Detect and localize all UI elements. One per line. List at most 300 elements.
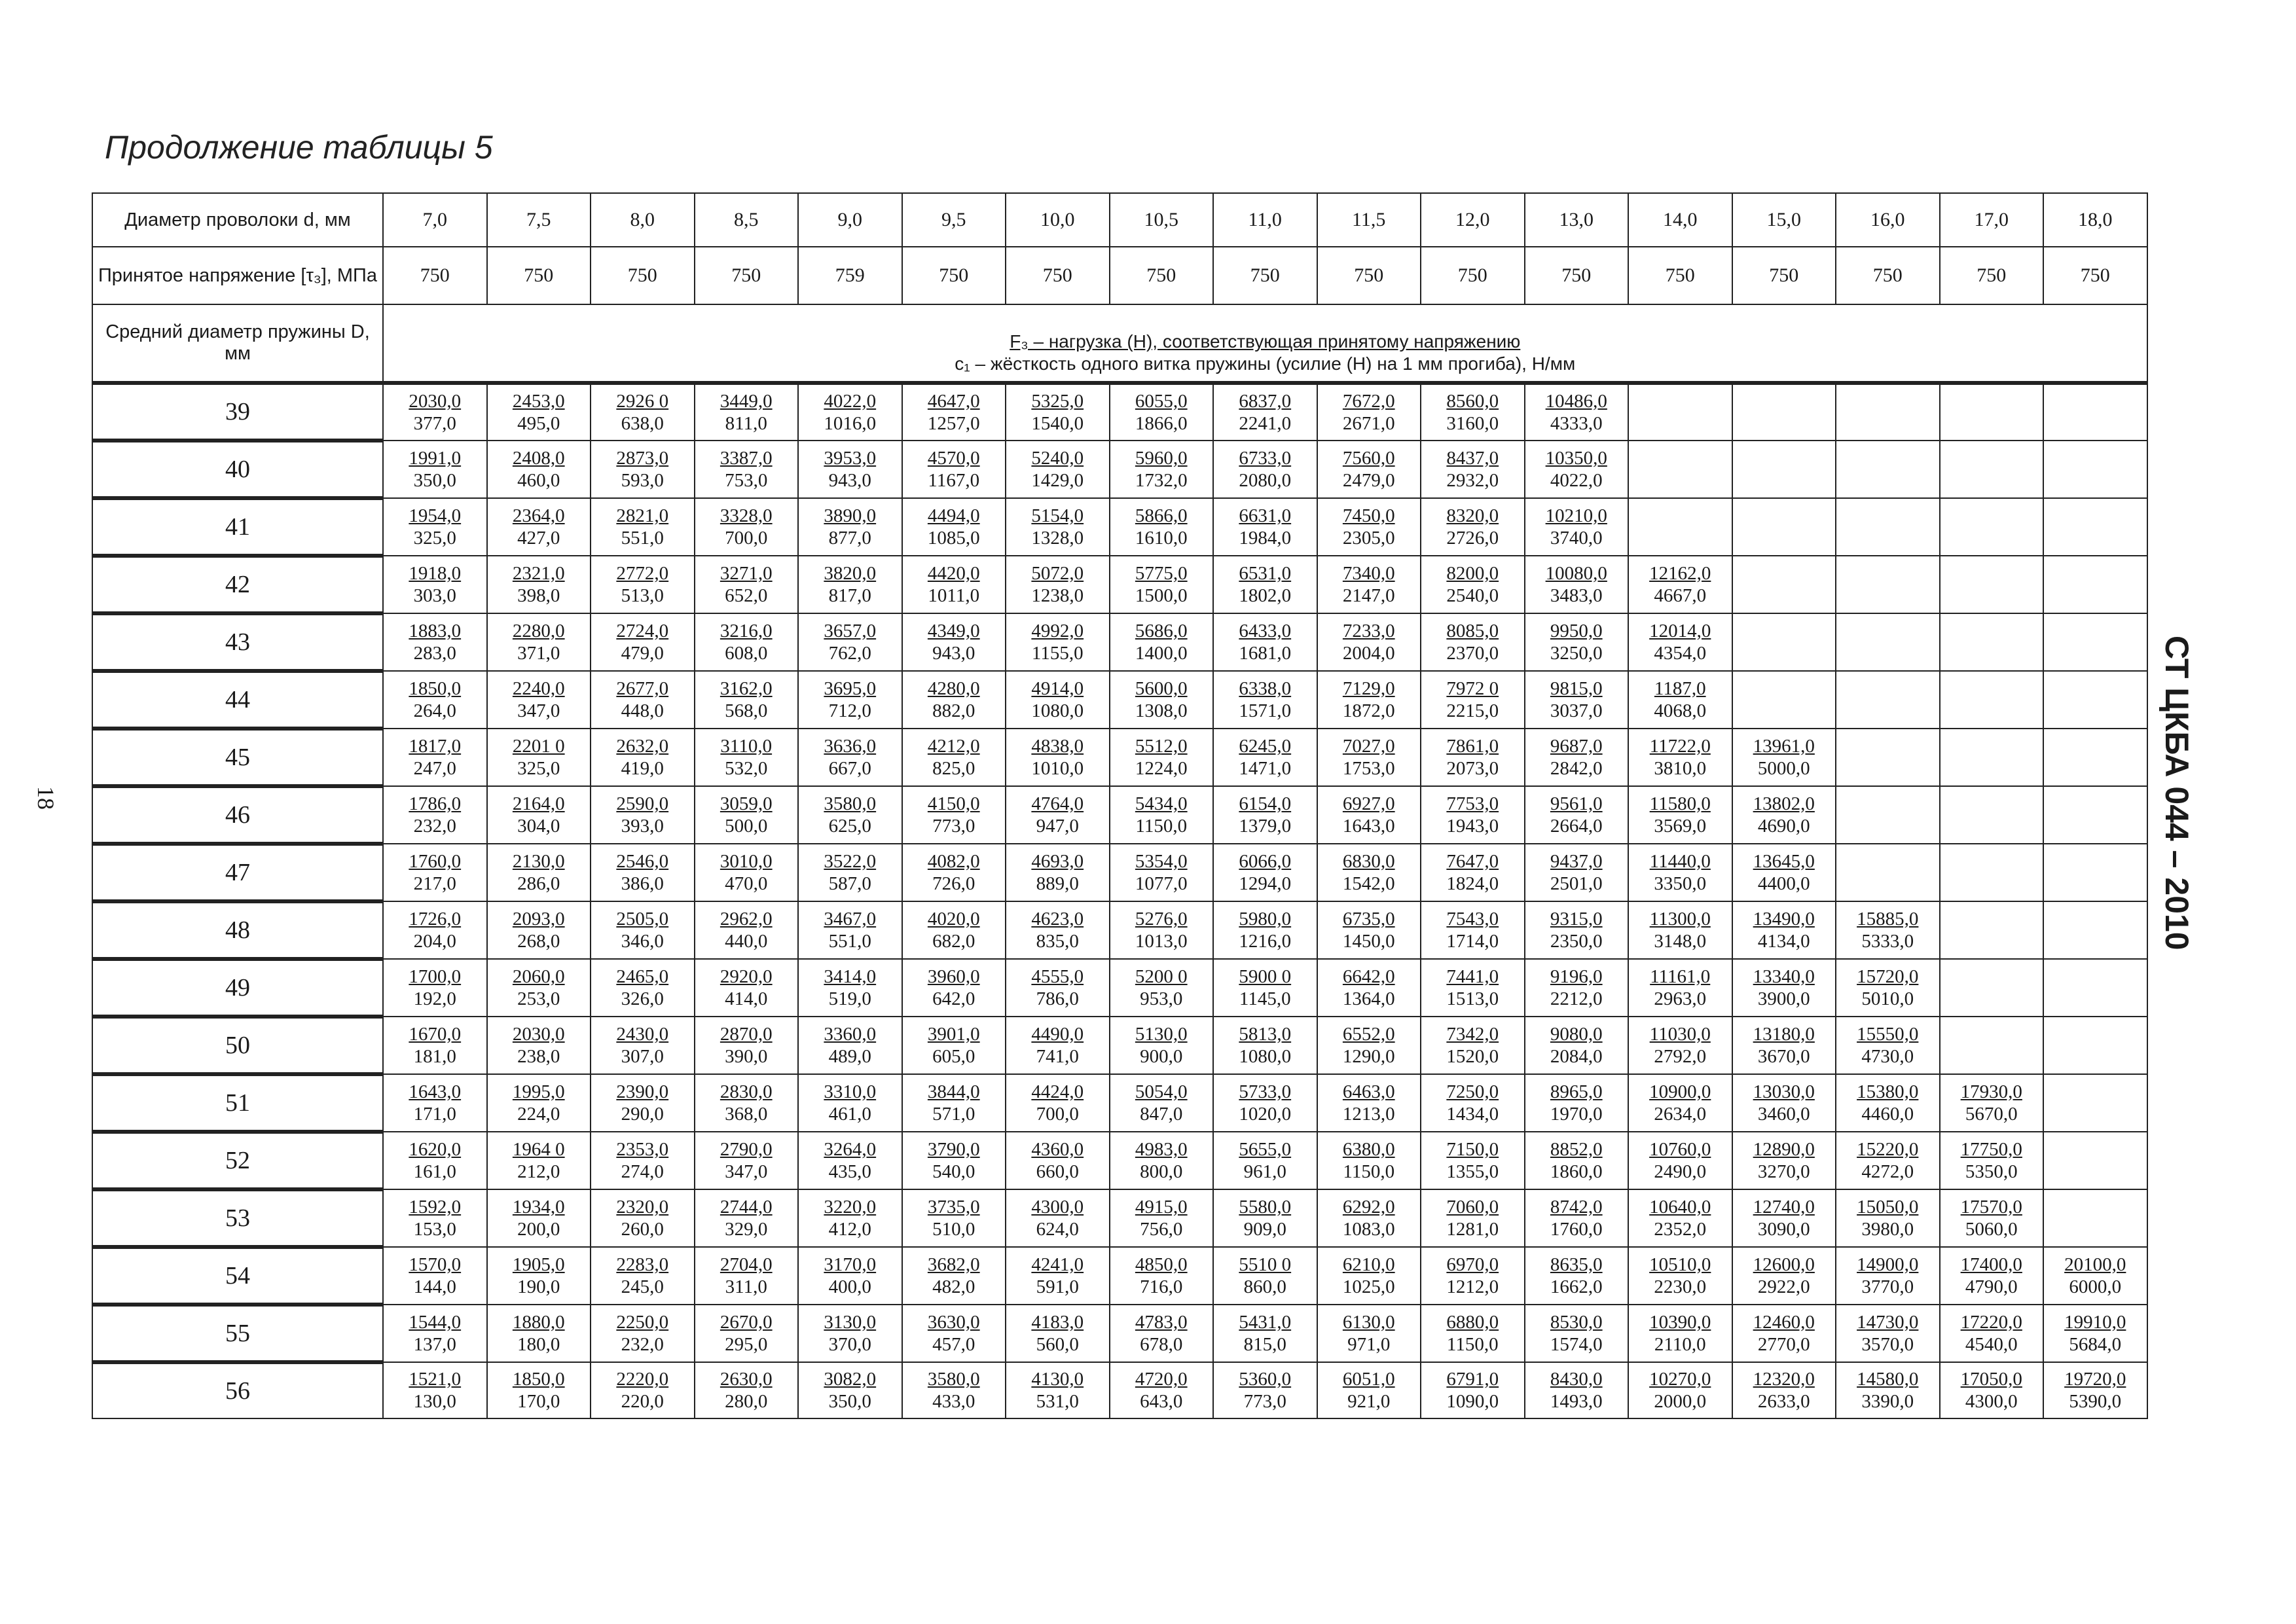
stiffness-value: 2350,0: [1550, 931, 1603, 952]
load-stiffness-cell: [1213, 901, 1317, 959]
stiffness-value: 1574,0: [1550, 1334, 1603, 1355]
load-value: 2821,0: [616, 505, 669, 526]
stiffness-value: 386,0: [621, 873, 664, 894]
load-value: 7647,0: [1446, 851, 1499, 872]
load-stiffness-cell: [1732, 556, 1836, 613]
load-stiffness-cell: [798, 786, 902, 844]
load-stiffness-cell: [1940, 1132, 2044, 1189]
load-stiffness-cell: [1836, 1189, 1940, 1247]
load-stiffness-cell: [1525, 556, 1629, 613]
load-value: 3310,0: [824, 1081, 877, 1102]
load-stiffness-cell: [902, 1362, 1006, 1418]
load-stiffness-cell: [487, 901, 591, 959]
mean-diameter-value: 52: [92, 1132, 383, 1189]
load-value: 2201 0: [512, 736, 565, 757]
load-stiffness-cell: [1940, 1189, 2044, 1247]
stiffness-value: 245,0: [621, 1276, 664, 1297]
load-value: 11440,0: [1649, 851, 1711, 872]
table-row: [92, 671, 2147, 729]
stiffness-value: 1294,0: [1239, 873, 1292, 894]
stiffness-value: 2147,0: [1342, 585, 1395, 606]
mean-diameter-value: 51: [92, 1074, 383, 1132]
load-stiffness-cell: [2043, 613, 2147, 671]
load-stiffness-cell: [902, 556, 1006, 613]
load-value: 5866,0: [1135, 505, 1188, 526]
stiffness-value: 3770,0: [1861, 1276, 1914, 1297]
load-stiffness-cell: [1006, 498, 1110, 556]
stiffness-value: 756,0: [1140, 1219, 1183, 1240]
load-value: 3580,0: [927, 1369, 980, 1390]
load-stiffness-cell: [1525, 671, 1629, 729]
load-stiffness-cell: [1317, 1247, 1421, 1305]
stiffness-value: 519,0: [828, 988, 871, 1009]
stiffness-value: 2634,0: [1654, 1104, 1707, 1125]
wire-diameter-value: 9,5: [902, 193, 1006, 247]
stiffness-value: 943,0: [828, 470, 871, 491]
load-stiffness-cell: [1317, 1074, 1421, 1132]
stiffness-value: 2000,0: [1654, 1391, 1707, 1412]
load-value: 1964 0: [512, 1139, 565, 1160]
load-value: 13645,0: [1753, 851, 1815, 872]
load-stiffness-cell: [798, 441, 902, 498]
load-value: 3216,0: [720, 621, 773, 641]
load-value: 4623,0: [1031, 909, 1084, 929]
load-value: 12890,0: [1753, 1139, 1815, 1160]
load-value: 6433,0: [1239, 621, 1292, 641]
load-value: 19910,0: [2064, 1312, 2126, 1333]
stiffness-value: 398,0: [517, 585, 560, 606]
stiffness-value: 495,0: [517, 413, 560, 434]
load-stiffness-cell: [1006, 556, 1110, 613]
legend-load: F₃ – нагрузка (Н), соответствующая принятому напряжению: [1010, 331, 1521, 352]
load-stiffness-cell: [1213, 1017, 1317, 1074]
stress-value: 750: [1732, 247, 1836, 304]
stiffness-value: 440,0: [725, 931, 768, 952]
mean-diameter-value: 50: [92, 1017, 383, 1074]
stiffness-value: 482,0: [932, 1276, 975, 1297]
load-stiffness-cell: [1628, 1247, 1732, 1305]
wire-diameter-value: 9,0: [798, 193, 902, 247]
stress-value: 750: [1110, 247, 1214, 304]
load-value: 1918,0: [409, 563, 462, 584]
stiffness-value: 667,0: [828, 758, 871, 779]
stiffness-value: 212,0: [517, 1161, 560, 1182]
load-value: 4349,0: [927, 621, 980, 641]
stiffness-value: 551,0: [621, 528, 664, 549]
stiffness-value: 5390,0: [2069, 1391, 2122, 1412]
stiffness-value: 1400,0: [1135, 643, 1188, 664]
load-stiffness-cell: [1317, 729, 1421, 786]
stress-row: [92, 247, 2147, 304]
stiffness-value: 3570,0: [1861, 1334, 1914, 1355]
stress-value: 750: [1421, 247, 1525, 304]
stress-value: 750: [1836, 247, 1940, 304]
load-stiffness-cell: [695, 1017, 799, 1074]
stiffness-value: 5000,0: [1757, 758, 1810, 779]
mean-diameter-value: 43: [92, 613, 383, 671]
load-stiffness-cell: [1110, 729, 1214, 786]
load-stiffness-cell: [383, 729, 487, 786]
stiffness-value: 961,0: [1243, 1161, 1286, 1182]
stiffness-value: 264,0: [413, 700, 456, 721]
load-value: 3271,0: [720, 563, 773, 584]
load-value: 4783,0: [1135, 1312, 1188, 1333]
load-stiffness-cell: [1006, 383, 1110, 441]
stiffness-value: 6000,0: [2069, 1276, 2122, 1297]
load-stiffness-cell: [1525, 441, 1629, 498]
load-stiffness-cell: [1213, 729, 1317, 786]
stiffness-value: 608,0: [725, 643, 768, 664]
load-stiffness-cell: [1628, 1189, 1732, 1247]
load-stiffness-cell: [695, 844, 799, 901]
load-value: 3735,0: [927, 1197, 980, 1218]
load-stiffness-cell: [1732, 729, 1836, 786]
load-value: 5200 0: [1135, 966, 1188, 987]
load-stiffness-cell: [1836, 844, 1940, 901]
stiffness-value: 1355,0: [1446, 1161, 1499, 1182]
load-value: 5510 0: [1239, 1254, 1292, 1275]
stiffness-value: 1257,0: [927, 413, 980, 434]
load-value: 5354,0: [1135, 851, 1188, 872]
stiffness-value: 4354,0: [1654, 643, 1707, 664]
stiffness-value: 3390,0: [1861, 1391, 1914, 1412]
load-value: 2283,0: [616, 1254, 669, 1275]
load-value: 3170,0: [824, 1254, 877, 1275]
stiffness-value: 847,0: [1140, 1104, 1183, 1125]
load-stiffness-cell: [1006, 1362, 1110, 1418]
load-value: 3960,0: [927, 966, 980, 987]
load-value: 2590,0: [616, 793, 669, 814]
load-stiffness-cell: [1940, 1074, 2044, 1132]
stress-value: 759: [798, 247, 902, 304]
load-value: 7060,0: [1446, 1197, 1499, 1218]
load-value: 10350,0: [1545, 448, 1607, 469]
load-value: 2430,0: [616, 1024, 669, 1045]
stiffness-value: 1760,0: [1550, 1219, 1603, 1240]
stiffness-value: 295,0: [725, 1334, 768, 1355]
load-value: 2830,0: [720, 1081, 773, 1102]
stiffness-value: 2080,0: [1239, 470, 1292, 491]
load-stiffness-cell: [2043, 959, 2147, 1017]
stress-value: 750: [383, 247, 487, 304]
stiffness-value: 419,0: [621, 758, 664, 779]
stiffness-value: 390,0: [725, 1046, 768, 1067]
load-stiffness-cell: [1940, 1017, 2044, 1074]
document-code: СТ ЦКБА 044 – 2010: [2159, 636, 2195, 950]
load-stiffness-cell: [1732, 1362, 1836, 1418]
stiffness-value: 1824,0: [1446, 873, 1499, 894]
stiffness-value: 1213,0: [1342, 1104, 1395, 1125]
load-stiffness-cell: [1421, 1074, 1525, 1132]
load-value: 6130,0: [1342, 1312, 1395, 1333]
stiffness-value: 3980,0: [1861, 1219, 1914, 1240]
load-value: 6970,0: [1446, 1254, 1499, 1275]
load-value: 10900,0: [1649, 1081, 1711, 1102]
load-value: 7753,0: [1446, 793, 1499, 814]
load-stiffness-cell: [695, 1189, 799, 1247]
stiffness-value: 2004,0: [1342, 643, 1395, 664]
load-stiffness-cell: [798, 1017, 902, 1074]
stiffness-value: 350,0: [828, 1391, 871, 1412]
stress-value: 750: [591, 247, 695, 304]
stiffness-value: 347,0: [725, 1161, 768, 1182]
load-stiffness-cell: [1628, 441, 1732, 498]
load-stiffness-cell: [1213, 1074, 1317, 1132]
stiffness-value: 560,0: [1036, 1334, 1079, 1355]
table-row: [92, 1132, 2147, 1189]
load-stiffness-cell: [591, 383, 695, 441]
stiffness-value: 947,0: [1036, 816, 1079, 837]
wire-diameter-value: 7,0: [383, 193, 487, 247]
load-stiffness-cell: [1421, 441, 1525, 498]
load-stiffness-cell: [487, 1305, 591, 1362]
load-stiffness-cell: [1421, 383, 1525, 441]
wire-diameter-value: 18,0: [2043, 193, 2147, 247]
load-stiffness-cell: [1525, 383, 1629, 441]
stiffness-value: 1493,0: [1550, 1391, 1603, 1412]
load-stiffness-cell: [798, 1132, 902, 1189]
load-value: 3682,0: [927, 1254, 980, 1275]
stiffness-value: 3483,0: [1550, 585, 1603, 606]
load-value: 7861,0: [1446, 736, 1499, 757]
stiffness-value: 587,0: [828, 873, 871, 894]
load-stiffness-cell: [1317, 1305, 1421, 1362]
load-stiffness-cell: [1525, 1305, 1629, 1362]
load-stiffness-cell: [902, 613, 1006, 671]
load-stiffness-cell: [1836, 1247, 1940, 1305]
load-stiffness-cell: [1317, 959, 1421, 1017]
stiffness-value: 753,0: [725, 470, 768, 491]
load-stiffness-cell: [695, 556, 799, 613]
load-stiffness-cell: [383, 498, 487, 556]
load-stiffness-cell: [695, 786, 799, 844]
load-value: 3414,0: [824, 966, 877, 987]
load-stiffness-cell: [383, 1017, 487, 1074]
load-value: 14730,0: [1857, 1312, 1919, 1333]
load-value: 2920,0: [720, 966, 773, 987]
load-stiffness-cell: [1628, 1074, 1732, 1132]
stiffness-value: 1083,0: [1342, 1219, 1395, 1240]
load-value: 2772,0: [616, 563, 669, 584]
load-stiffness-cell: [1940, 1305, 2044, 1362]
load-stiffness-cell: [1421, 844, 1525, 901]
load-value: 6463,0: [1342, 1081, 1395, 1102]
load-stiffness-cell: [2043, 901, 2147, 959]
load-value: 1544,0: [409, 1312, 462, 1333]
load-value: 7441,0: [1446, 966, 1499, 987]
load-stiffness-cell: [695, 1132, 799, 1189]
load-value: 17400,0: [1960, 1254, 2022, 1275]
load-stiffness-cell: [798, 901, 902, 959]
load-value: 2093,0: [512, 909, 565, 929]
load-value: 1570,0: [409, 1254, 462, 1275]
stiffness-value: 882,0: [932, 700, 975, 721]
load-stiffness-cell: [1628, 959, 1732, 1017]
stiffness-value: 1085,0: [927, 528, 980, 549]
stress-value: 750: [2043, 247, 2147, 304]
stiffness-value: 2671,0: [1342, 413, 1395, 434]
wire-diameter-value: 10,0: [1006, 193, 1110, 247]
load-stiffness-cell: [798, 1189, 902, 1247]
load-stiffness-cell: [695, 498, 799, 556]
load-stiffness-cell: [1628, 729, 1732, 786]
load-value: 6210,0: [1342, 1254, 1395, 1275]
load-value: 13490,0: [1753, 909, 1815, 929]
load-stiffness-cell: [1836, 1074, 1940, 1132]
load-value: 2030,0: [512, 1024, 565, 1045]
stiffness-value: 571,0: [932, 1104, 975, 1125]
load-value: 1817,0: [409, 736, 462, 757]
load-stiffness-cell: [591, 1362, 695, 1418]
load-value: 3328,0: [720, 505, 773, 526]
load-stiffness-cell: [1940, 1362, 2044, 1418]
load-stiffness-cell: [902, 844, 1006, 901]
load-stiffness-cell: [902, 786, 1006, 844]
load-value: 17750,0: [1960, 1139, 2022, 1160]
load-stiffness-cell: [1213, 556, 1317, 613]
load-stiffness-cell: [2043, 729, 2147, 786]
load-stiffness-cell: [383, 901, 487, 959]
load-value: 4915,0: [1135, 1197, 1188, 1218]
load-stiffness-cell: [1110, 441, 1214, 498]
load-stiffness-cell: [1317, 1362, 1421, 1418]
load-stiffness-cell: [1836, 383, 1940, 441]
load-value: 5686,0: [1135, 621, 1188, 641]
load-value: 2873,0: [616, 448, 669, 469]
load-value: 3695,0: [824, 678, 877, 699]
load-value: 17050,0: [1960, 1369, 2022, 1390]
stiffness-value: 2230,0: [1654, 1276, 1707, 1297]
table-row: [92, 556, 2147, 613]
stiffness-value: 1542,0: [1342, 873, 1395, 894]
load-value: 7340,0: [1342, 563, 1395, 584]
load-stiffness-cell: [487, 556, 591, 613]
load-stiffness-cell: [1421, 613, 1525, 671]
load-value: 2321,0: [512, 563, 565, 584]
wire-diameter-value: 7,5: [487, 193, 591, 247]
load-value: 3820,0: [824, 563, 877, 584]
load-value: 7560,0: [1342, 448, 1395, 469]
stiffness-value: 3350,0: [1654, 873, 1707, 894]
load-stiffness-cell: [1006, 1017, 1110, 1074]
stiffness-value: 2479,0: [1342, 470, 1395, 491]
load-stiffness-cell: [1732, 1132, 1836, 1189]
load-stiffness-cell: [695, 613, 799, 671]
load-value: 19720,0: [2064, 1369, 2126, 1390]
mean-diameter-value: 46: [92, 786, 383, 844]
load-stiffness-cell: [591, 1074, 695, 1132]
load-stiffness-cell: [591, 556, 695, 613]
load-value: 7150,0: [1446, 1139, 1499, 1160]
load-value: 5980,0: [1239, 909, 1292, 929]
stiffness-value: 448,0: [621, 700, 664, 721]
load-stiffness-cell: [487, 613, 591, 671]
load-value: 9950,0: [1550, 621, 1603, 641]
stiffness-value: 130,0: [413, 1391, 456, 1412]
load-stiffness-cell: [487, 1074, 591, 1132]
stiffness-value: 1216,0: [1239, 931, 1292, 952]
load-stiffness-cell: [1421, 1132, 1525, 1189]
stiffness-value: 2922,0: [1757, 1276, 1810, 1297]
load-stiffness-cell: [487, 671, 591, 729]
load-value: 15380,0: [1857, 1081, 1919, 1102]
mean-diameter-label: Средний диаметр пружины D, мм: [92, 304, 383, 383]
stiffness-value: 457,0: [932, 1334, 975, 1355]
load-stiffness-cell: [487, 1362, 591, 1418]
stiffness-value: 1155,0: [1031, 643, 1084, 664]
load-value: 15885,0: [1857, 909, 1919, 929]
load-stiffness-cell: [487, 441, 591, 498]
load-stiffness-cell: [1110, 613, 1214, 671]
load-value: 3580,0: [824, 793, 877, 814]
stress-value: 750: [695, 247, 799, 304]
load-stiffness-cell: [1940, 441, 2044, 498]
load-stiffness-cell: [591, 786, 695, 844]
stiffness-value: 5060,0: [1965, 1219, 2018, 1240]
stiffness-value: 1150,0: [1135, 816, 1188, 837]
stiffness-value: 461,0: [828, 1104, 871, 1125]
wire-diameter-value: 17,0: [1940, 193, 2044, 247]
stiffness-value: 3160,0: [1446, 413, 1499, 434]
load-stiffness-cell: [591, 671, 695, 729]
load-stiffness-cell: [1940, 959, 2044, 1017]
stiffness-value: 2842,0: [1550, 758, 1603, 779]
stiffness-value: 510,0: [932, 1219, 975, 1240]
table-row: [92, 613, 2147, 671]
load-stiffness-cell: [695, 671, 799, 729]
stiffness-value: 479,0: [621, 643, 664, 664]
stiffness-value: 1610,0: [1135, 528, 1188, 549]
mean-diameter-value: 40: [92, 441, 383, 498]
stiffness-value: 2370,0: [1446, 643, 1499, 664]
load-value: 1954,0: [409, 505, 462, 526]
stiffness-value: 4400,0: [1757, 873, 1810, 894]
load-stiffness-cell: [1006, 959, 1110, 1017]
load-value: 6735,0: [1342, 909, 1395, 929]
stiffness-value: 1732,0: [1135, 470, 1188, 491]
load-value: 17930,0: [1960, 1081, 2022, 1102]
load-value: 9815,0: [1550, 678, 1603, 699]
load-stiffness-cell: [1628, 671, 1732, 729]
stiffness-value: 3270,0: [1757, 1161, 1810, 1182]
load-value: 5580,0: [1239, 1197, 1292, 1218]
load-value: 2280,0: [512, 621, 565, 641]
load-value: 12320,0: [1753, 1369, 1815, 1390]
load-value: 1187,0: [1654, 678, 1706, 699]
load-stiffness-cell: [1836, 1132, 1940, 1189]
stiffness-value: 200,0: [517, 1219, 560, 1240]
load-value: 3264,0: [824, 1139, 877, 1160]
load-stiffness-cell: [1110, 671, 1214, 729]
load-value: 6927,0: [1342, 793, 1395, 814]
load-value: 10486,0: [1545, 391, 1607, 412]
load-value: 3901,0: [927, 1024, 980, 1045]
load-stiffness-cell: [1628, 1017, 1732, 1074]
stiffness-value: 290,0: [621, 1104, 664, 1125]
load-stiffness-cell: [1110, 1305, 1214, 1362]
load-value: 8085,0: [1446, 621, 1499, 641]
load-stiffness-cell: [1213, 1132, 1317, 1189]
load-stiffness-cell: [902, 1074, 1006, 1132]
load-value: 6830,0: [1342, 851, 1395, 872]
stiffness-value: 2963,0: [1654, 988, 1707, 1009]
load-value: 2130,0: [512, 851, 565, 872]
stiffness-value: 1662,0: [1550, 1276, 1603, 1297]
table-row: [92, 729, 2147, 786]
load-stiffness-cell: [1732, 671, 1836, 729]
stiffness-value: 329,0: [725, 1219, 768, 1240]
stiffness-value: 513,0: [621, 585, 664, 606]
